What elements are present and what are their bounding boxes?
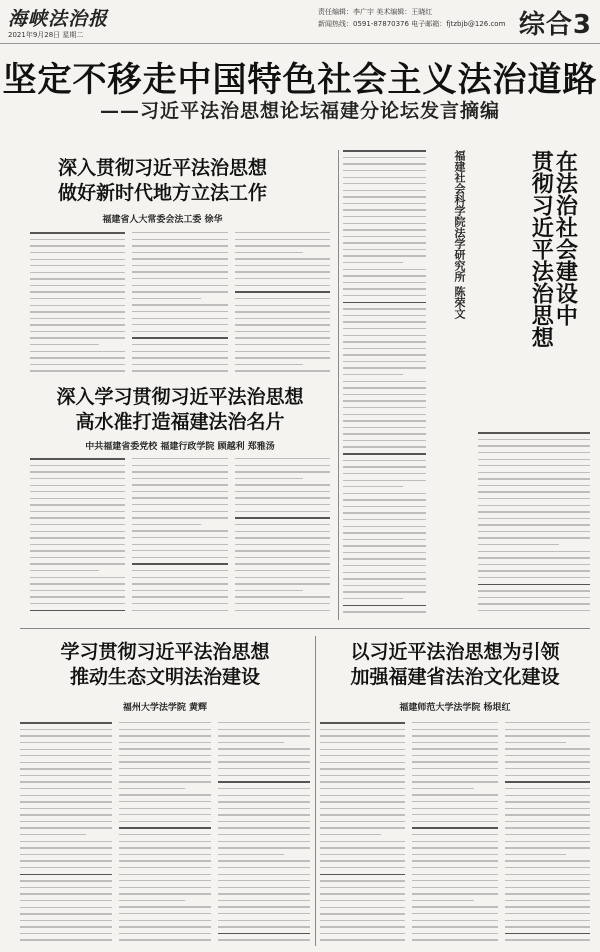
article-title-line: 以习近平法治思想为引领 xyxy=(350,641,560,663)
article-body xyxy=(320,722,590,947)
article-body xyxy=(30,458,330,620)
text-column xyxy=(320,722,405,947)
article-title xyxy=(528,150,576,420)
text-column xyxy=(235,458,330,620)
article-byline: 福建社会科学院法学研究所 陈荣文 xyxy=(453,150,466,319)
text-column xyxy=(478,432,590,622)
article-title-line: 推动生态文明法治建设 xyxy=(69,665,260,688)
article-title xyxy=(20,640,310,689)
newspaper-logo: 海峡法治报 xyxy=(8,8,109,30)
article-byline: 福建师范大学法学院 杨垠红 xyxy=(399,703,511,713)
article-title-line: 学习贯彻习近平法治思想 xyxy=(60,641,270,663)
article-title-line: 深入贯彻习近平法治思想 xyxy=(57,157,267,179)
text-column xyxy=(132,232,227,382)
text-column xyxy=(119,722,211,947)
article-title-line: 高水准打造福建法治名片 xyxy=(75,410,285,433)
article-byline: 中共福建省委党校 福建行政学院 顾越利 郑雅汤 xyxy=(85,442,275,452)
article-body xyxy=(343,150,426,620)
text-column xyxy=(20,722,112,947)
article-title-line: 深入学习贯彻习近平法治思想 xyxy=(56,386,304,408)
text-column xyxy=(132,458,227,620)
article-title xyxy=(40,156,285,205)
issue-date: 2021年9月28日 星期二 xyxy=(8,31,84,39)
text-column xyxy=(412,722,497,947)
contact-line: 新闻热线：0591-87870376 电子邮箱：fjtzbjb@126.com xyxy=(318,20,506,28)
article-body xyxy=(30,232,330,382)
article-title xyxy=(320,640,590,689)
article-title-line: 做好新时代地方立法工作 xyxy=(57,181,267,204)
article-title xyxy=(30,385,330,434)
text-column xyxy=(30,458,125,620)
text-column xyxy=(235,232,330,382)
page-headline: 坚定不移走中国特色社会主义法治道路 xyxy=(2,60,598,100)
article-body xyxy=(20,722,310,947)
article-title-line: 加强福建省法治文化建设 xyxy=(350,665,560,688)
article-title-line: 贯彻习近平法治思想 xyxy=(528,150,554,348)
article-byline: 福州大学法学院 黄辉 xyxy=(122,703,208,713)
text-column xyxy=(343,150,426,620)
text-column xyxy=(30,232,125,382)
article-body xyxy=(478,432,590,622)
page-subheadline: ——习近平法治思想论坛福建分论坛发言摘编 xyxy=(99,100,500,122)
text-column xyxy=(505,722,590,947)
editors-line: 责任编辑：李广宇 美术编辑：王晓红 xyxy=(318,8,433,16)
text-column xyxy=(218,722,310,947)
section-label: 综合3 xyxy=(518,10,592,40)
article-byline: 福建省人大常委会法工委 徐华 xyxy=(102,215,223,225)
article-title-line: 在法治社会建设中 xyxy=(552,150,578,326)
